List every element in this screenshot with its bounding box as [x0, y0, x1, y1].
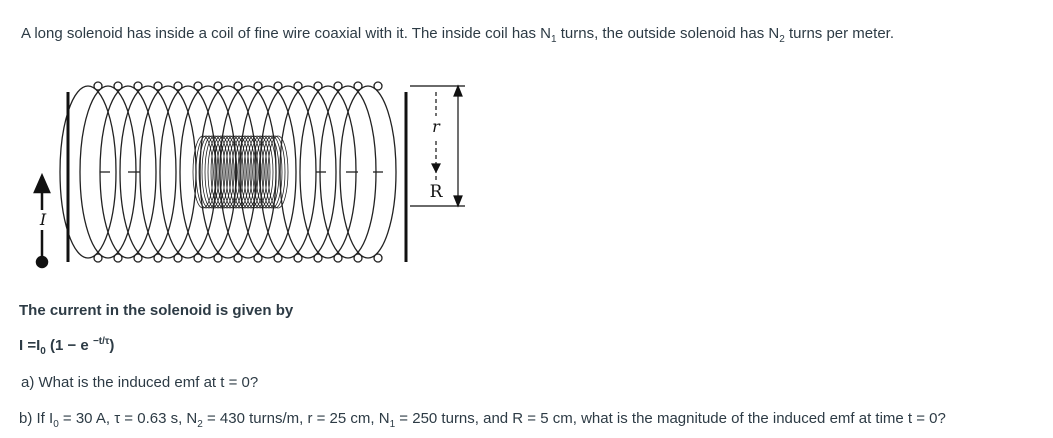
solenoid-figure	[28, 72, 478, 272]
problem-intro: A long solenoid has inside a coil of fine wire coaxial with it. The inside coil has $N_1$ turns, the outside solenoid has $N_2$ turns per meter.	[21, 25, 894, 45]
question-a: a) What is the induced emf at t = 0?	[21, 374, 259, 391]
wire-cross-section	[374, 254, 382, 262]
outer-radius-label: r	[432, 117, 440, 136]
current-formula: $I =I_0$ (1 − e $^{-t/\tau}$)	[19, 336, 115, 357]
inner-radius-label: R	[429, 182, 443, 202]
wire-cross-section	[374, 82, 382, 90]
current-label: I	[39, 210, 47, 229]
question-b: b) If $I_0 = 30$ A, τ = 0.63 s, $N_2 = 430$ turns/m, r = 25 cm, $N_1 = 250$ turns, and R = 5 cm, what is the magnitude of the induced emf at time t = 0?	[19, 410, 946, 430]
current-heading: The current in the solenoid is given by	[19, 302, 294, 319]
